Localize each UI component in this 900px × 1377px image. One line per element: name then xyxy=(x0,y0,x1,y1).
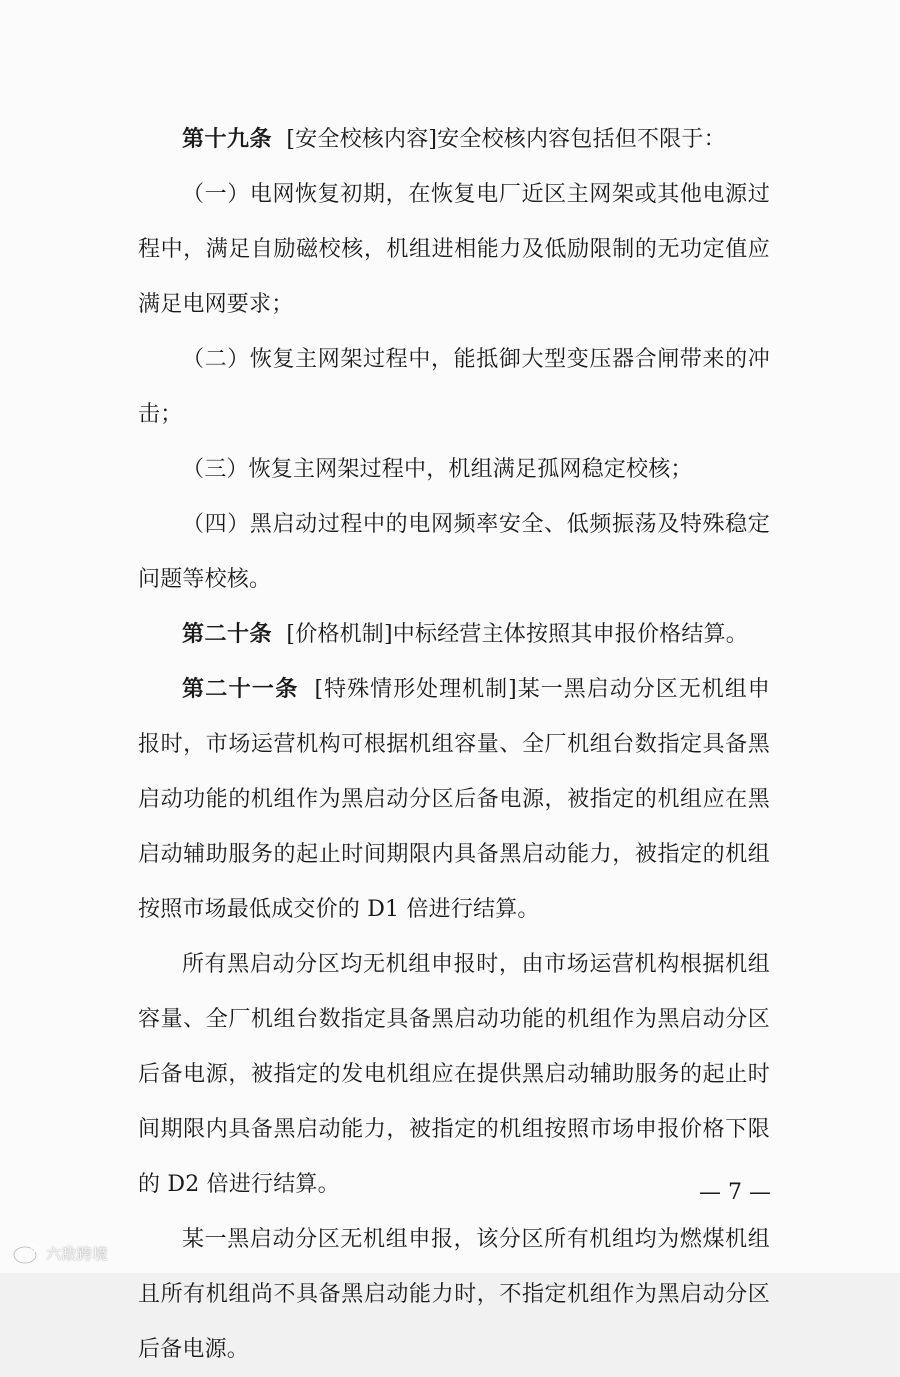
paragraph-text: [价格机制]中标经营主体按照其申报价格结算。 xyxy=(286,622,748,647)
paragraph-item-2 xyxy=(138,332,770,442)
paragraph-text: （二）恢复主网架过程中，能抵御大型变压器合闸带来的冲击； xyxy=(138,347,770,427)
article-heading: 第十九条 xyxy=(182,127,273,152)
weibo-logo-icon xyxy=(12,1240,42,1266)
paragraph-item-1 xyxy=(138,167,770,332)
paragraph-coal-units xyxy=(138,1212,770,1377)
paragraph-text: （四）黑启动过程中的电网频率安全、低频振荡及特殊稳定问题等校核。 xyxy=(138,512,770,592)
paragraph-text: [特殊情形处理机制]某一黑启动分区无机组申报时，市场运营机构可根据机组容量、全厂机组台数指定具备黑启动功能的机组作为黑启动分区后备电源，被指定的机组应在黑启动辅助服务的起止时间期限内具备黑启动能力，被指定的机组按照市场最低成交价的 D1 倍进行结算。 xyxy=(138,677,770,922)
paragraph-text: [安全校核内容]安全校核内容包括但不限于： xyxy=(286,127,726,152)
paragraph-article-19 xyxy=(138,112,770,167)
article-heading: 第二十条 xyxy=(182,622,273,647)
paragraph-text: （三）恢复主网架过程中，机组满足孤网稳定校核； xyxy=(182,457,693,482)
watermark-text: 六敌跨境 xyxy=(46,1244,109,1263)
paragraph-no-bid-all-zones xyxy=(138,937,770,1212)
paragraph-text: 某一黑启动分区无机组申报，该分区所有机组均为燃煤机组且所有机组尚不具备黑启动能力时，不指定机组作为黑启动分区后备电源。 xyxy=(138,1227,770,1362)
paragraph-text: 所有黑启动分区均无机组申报时，由市场运营机构根据机组容量、全厂机组台数指定具备黑启动功能的机组作为黑启动分区后备电源，被指定的发电机组应在提供黑启动辅助服务的起止时间期限内具备黑启动能力，被指定的机组按照市场申报价格下限的 D2 倍进行结算。 xyxy=(138,952,770,1197)
paragraph-article-20 xyxy=(138,607,770,662)
paragraph-article-21 xyxy=(138,662,770,937)
page-number: — 7 — xyxy=(699,1180,771,1205)
paragraph-item-4 xyxy=(138,497,770,607)
paragraph-text: （一）电网恢复初期，在恢复电厂近区主网架或其他电源过程中，满足自励磁校核，机组进相能力及低励限制的无功定值应满足电网要求； xyxy=(138,182,770,317)
paragraph-item-3 xyxy=(138,442,770,497)
document-body xyxy=(138,112,770,1377)
article-heading: 第二十一条 xyxy=(182,677,299,702)
watermark xyxy=(12,1238,108,1268)
